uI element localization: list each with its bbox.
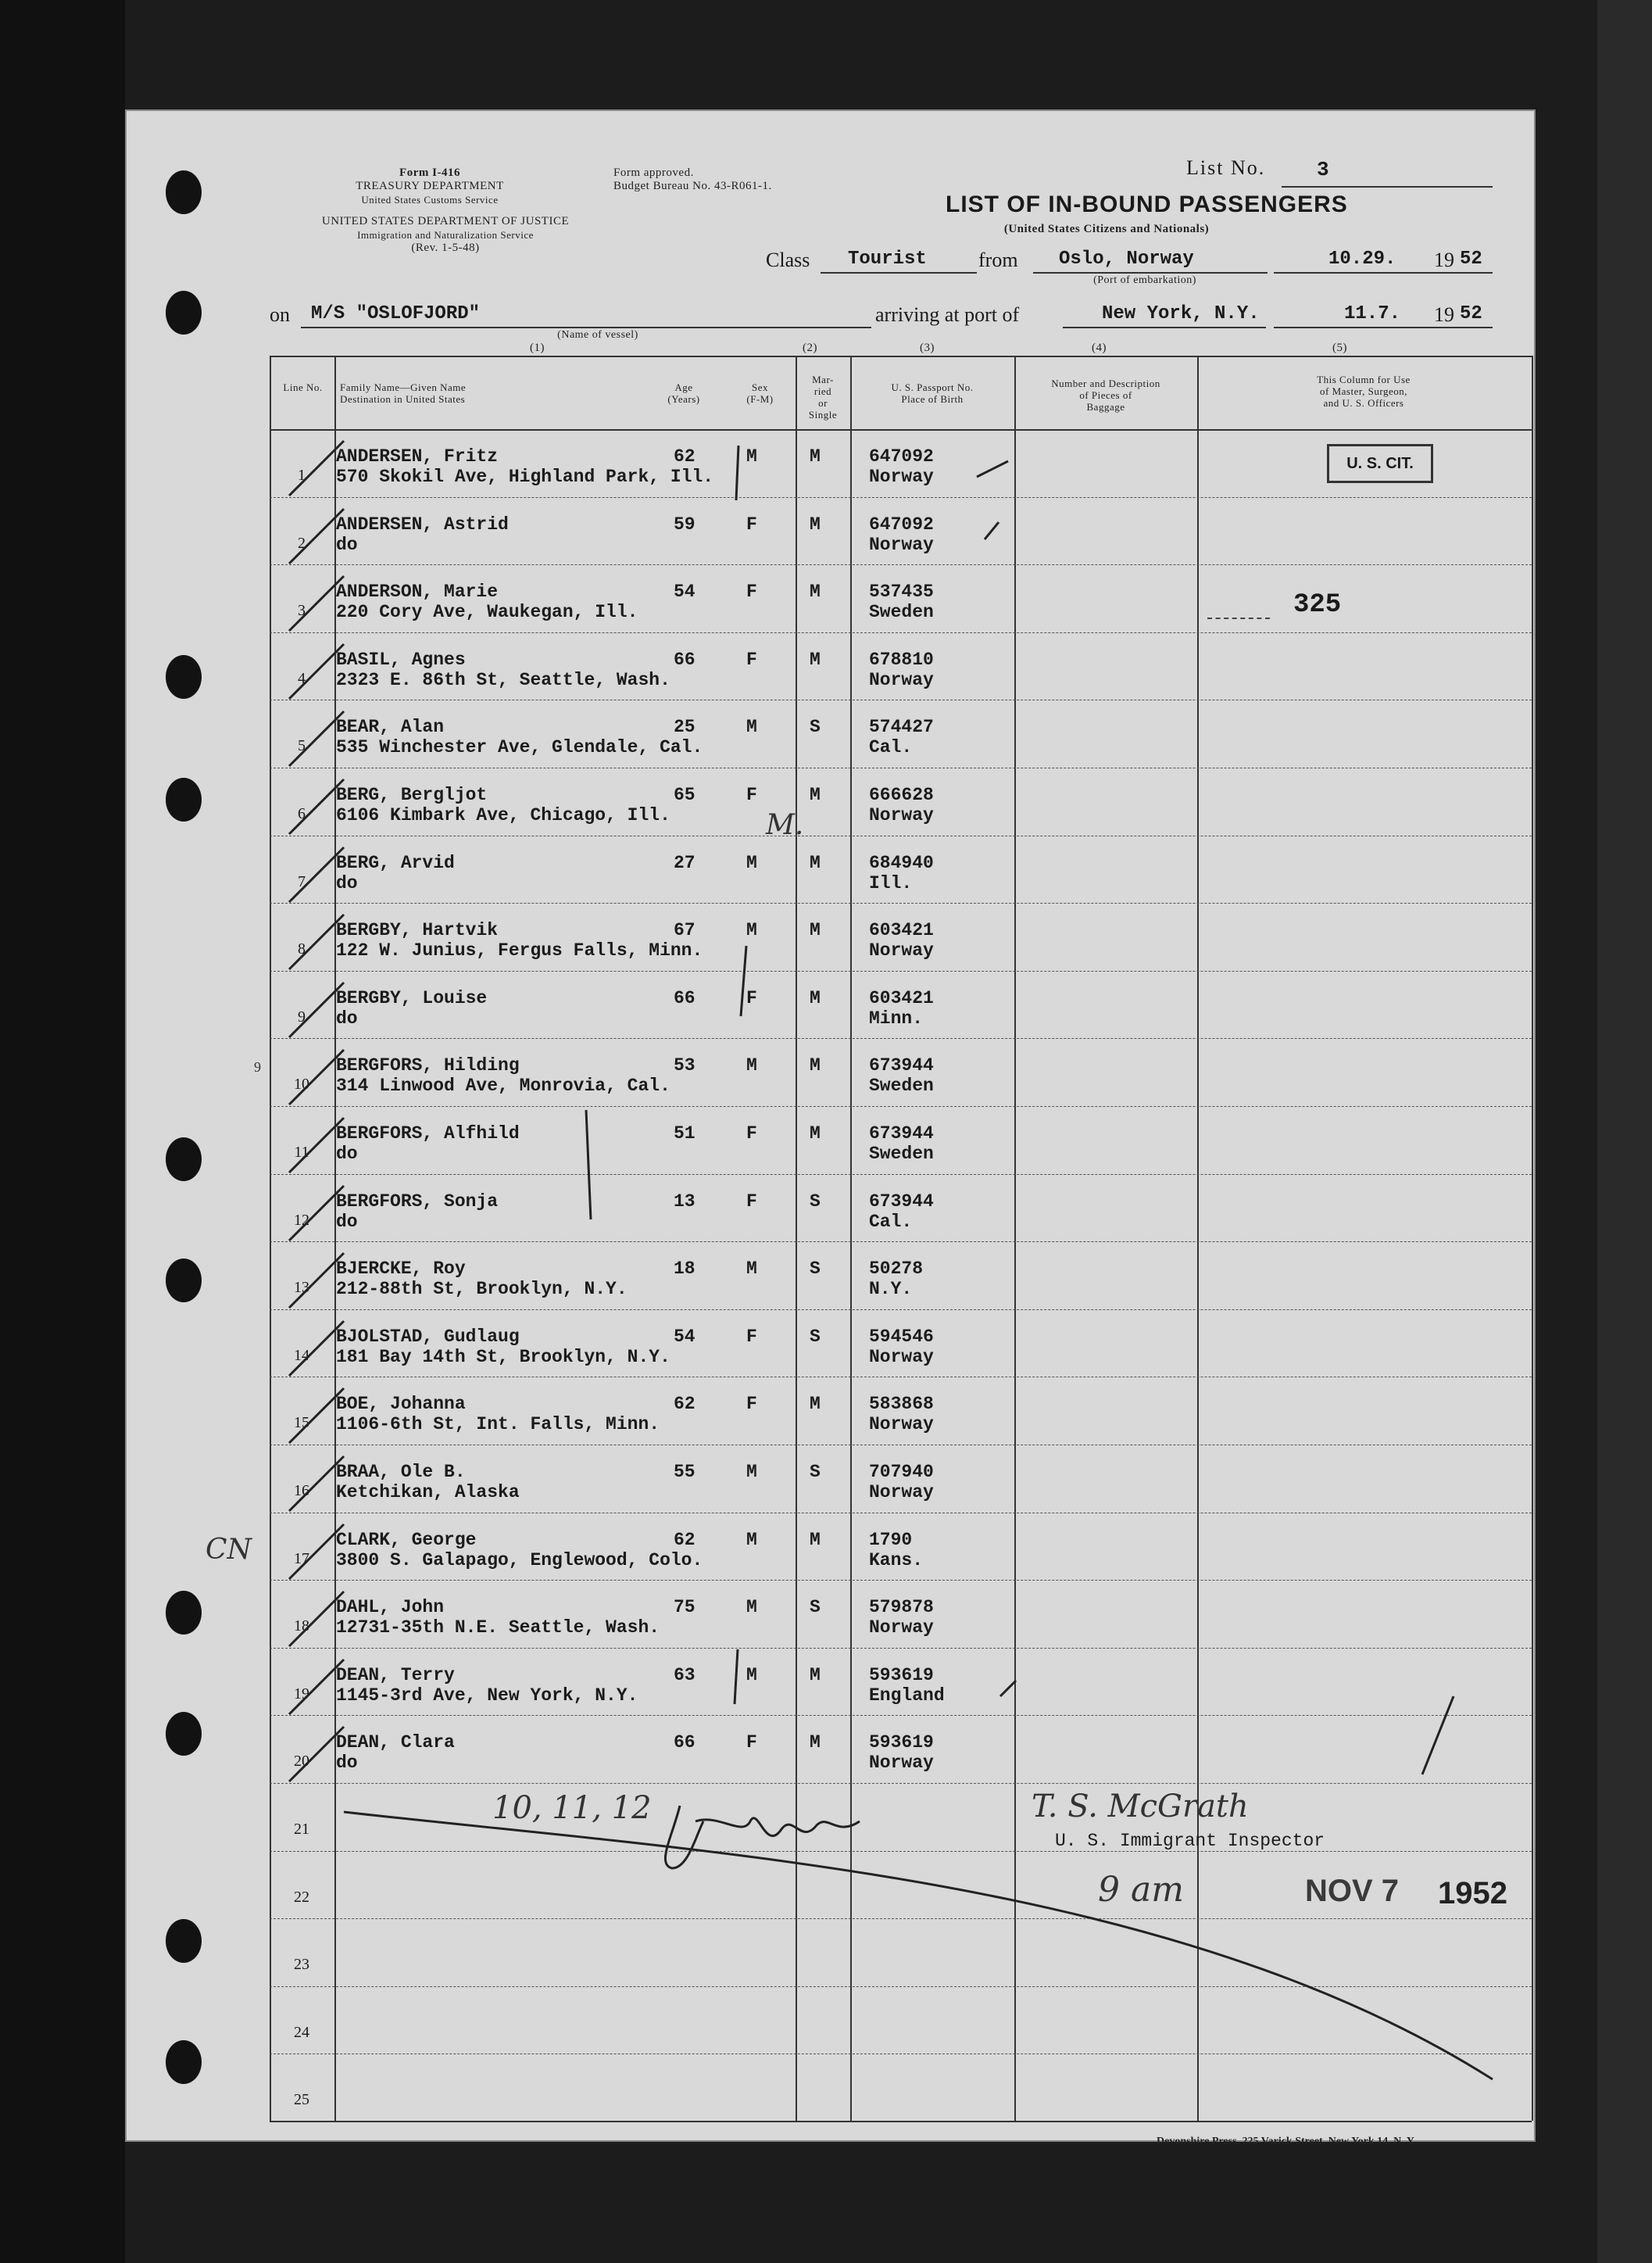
destination: 1145-3rd Ave, New York, N.Y.	[336, 1685, 638, 1706]
passenger-name: BERGBY, Hartvik	[336, 920, 499, 941]
marital-status: M	[810, 987, 821, 1008]
sex: M	[746, 1664, 757, 1685]
age: 66	[674, 1732, 695, 1753]
binder-hole	[166, 1259, 202, 1302]
on-label: on	[270, 303, 290, 326]
age: 27	[674, 852, 695, 873]
arrival-date: 11.7.	[1344, 303, 1401, 324]
binder-hole	[166, 1137, 202, 1181]
passenger-name: BERG, Arvid	[336, 852, 455, 873]
destination: do	[336, 872, 358, 893]
line-number: 23	[294, 1956, 309, 1974]
date-stamp-year: 1952	[1438, 1876, 1507, 1910]
page-subtitle: (United States Citizens and Nationals)	[1003, 223, 1210, 235]
place-of-birth: Sweden	[869, 1144, 934, 1164]
sex: F	[746, 649, 757, 670]
marital-status: M	[810, 852, 821, 873]
col-num-4: (4)	[1092, 342, 1107, 354]
us-cit-stamp: U. S. CIT.	[1327, 444, 1433, 483]
place-of-birth: Ill.	[869, 872, 913, 893]
passport-number: 707940	[869, 1462, 934, 1482]
destination: 220 Cory Ave, Waukegan, Ill.	[336, 602, 638, 623]
age: 65	[674, 785, 695, 805]
customs-service: United States Customs Service	[361, 194, 499, 206]
passenger-name: BJERCKE, Roy	[336, 1259, 466, 1280]
place-of-birth: Minn.	[869, 1008, 924, 1029]
arrival-year: 52	[1460, 303, 1482, 324]
age: 25	[674, 717, 695, 738]
row-separator	[270, 1783, 1532, 1784]
col-header-sex: Sex (F-M)	[746, 381, 774, 405]
marital-status: S	[810, 717, 821, 738]
line-number: 15	[294, 1414, 309, 1432]
check-mark	[281, 1520, 352, 1583]
passenger-name: BASIL, Agnes	[336, 649, 466, 670]
sex: M	[746, 1597, 757, 1618]
col-header-baggage: Number and Description of Pieces of Baggage	[1051, 378, 1160, 413]
treasury-dept: TREASURY DEPARTMENT	[356, 180, 504, 192]
row-separator	[270, 1648, 1532, 1649]
marital-status: M	[810, 1732, 821, 1753]
marital-status: S	[810, 1259, 821, 1280]
line-number: 4	[298, 669, 306, 687]
place-of-birth: Norway	[869, 1617, 934, 1638]
row-separator	[270, 1986, 1532, 1987]
col-header-passport: U. S. Passport No. Place of Birth	[891, 381, 974, 405]
handwritten-line-numbers: 10, 11, 12	[492, 1790, 652, 1826]
col-border	[270, 356, 271, 2121]
arrival-underline	[1063, 327, 1266, 328]
sex: M	[746, 717, 757, 738]
line-number: 21	[294, 1821, 309, 1838]
marital-status: M	[810, 1055, 821, 1076]
sex: M	[746, 852, 757, 873]
destination: 1106-6th St, Int. Falls, Minn.	[336, 1414, 660, 1435]
passenger-name: CLARK, George	[336, 1529, 477, 1550]
marital-status: M	[810, 1394, 821, 1415]
destination: do	[336, 534, 358, 555]
destination: do	[336, 1008, 358, 1029]
check-mark	[281, 1317, 352, 1380]
row-separator	[270, 1038, 1532, 1039]
sex: M	[746, 920, 757, 941]
passport-number: 579878	[869, 1597, 934, 1618]
marital-status: S	[810, 1462, 821, 1482]
passenger-name: BOE, Johanna	[336, 1394, 466, 1415]
passenger-name: ANDERSON, Marie	[336, 582, 499, 603]
sex: M	[746, 446, 757, 467]
check-mark	[281, 911, 352, 973]
passport-number: 673944	[869, 1123, 934, 1144]
check-mark	[281, 775, 352, 838]
arrival-date-underline	[1274, 327, 1493, 328]
binder-hole	[166, 1919, 202, 1963]
passport-number: 593619	[869, 1732, 934, 1753]
row-separator	[270, 1241, 1532, 1242]
binder-hole	[166, 655, 202, 699]
place-of-birth: Norway	[869, 1346, 934, 1367]
row-separator	[270, 1715, 1532, 1716]
destination: 12731-35th N.E. Seattle, Wash.	[336, 1617, 660, 1638]
sex: F	[746, 1394, 757, 1415]
line-number: 24	[294, 2023, 309, 2041]
destination: 181 Bay 14th St, Brooklyn, N.Y.	[336, 1346, 670, 1367]
row-separator	[270, 564, 1532, 565]
destination: do	[336, 1211, 358, 1232]
handwritten-m: M.	[766, 809, 804, 841]
place-of-birth: Norway	[869, 467, 934, 487]
row-separator	[270, 1106, 1532, 1107]
embark-caption: (Port of embarkation)	[1093, 274, 1196, 286]
sex: M	[746, 1259, 757, 1280]
passport-number: 1790	[869, 1529, 913, 1550]
marital-status: M	[810, 920, 821, 941]
place-of-birth: Norway	[869, 669, 934, 690]
justice-dept: UNITED STATES DEPARTMENT OF JUSTICE	[321, 215, 570, 227]
passport-number: 603421	[869, 920, 934, 941]
place-of-birth: Norway	[869, 940, 934, 961]
marital-status: M	[810, 446, 821, 467]
passenger-name: BERGBY, Louise	[336, 987, 488, 1008]
line-number: 18	[294, 1617, 309, 1635]
check-mark	[281, 437, 352, 500]
check-mark	[281, 572, 352, 635]
destination: Ketchikan, Alaska	[336, 1482, 520, 1502]
check-mark	[281, 1588, 352, 1650]
vessel-caption: (Name of vessel)	[557, 329, 638, 341]
passenger-name: ANDERSEN, Astrid	[336, 514, 509, 535]
passenger-name: ANDERSEN, Fritz	[336, 446, 499, 467]
from-label: from	[978, 249, 1018, 271]
place-of-birth: Cal.	[869, 737, 913, 758]
age: 18	[674, 1259, 695, 1280]
printer-footer: Devonshire Press, 225 Varick Street, New York 14, N. Y.	[1157, 2136, 1417, 2147]
table-top-border	[270, 356, 1532, 357]
inspector-title: U. S. Immigrant Inspector	[1055, 1831, 1325, 1851]
marital-status: M	[810, 1529, 821, 1550]
destination: 122 W. Junius, Fergus Falls, Minn.	[336, 940, 703, 961]
sex: M	[746, 1055, 757, 1076]
place-of-birth: Norway	[869, 1482, 934, 1502]
sex: F	[746, 1326, 757, 1347]
line-number: 11	[294, 1144, 309, 1161]
justice-block	[270, 215, 621, 255]
marital-status: S	[810, 1597, 821, 1618]
check-mark	[281, 1656, 352, 1718]
binder-hole	[166, 778, 202, 822]
passport-number: 537435	[869, 582, 934, 603]
embark-year: 52	[1460, 249, 1482, 270]
age: 66	[674, 649, 695, 670]
place-of-birth: Sweden	[869, 602, 934, 623]
sex: F	[746, 1123, 757, 1144]
sex: M	[746, 1462, 757, 1482]
passport-number: 593619	[869, 1664, 934, 1685]
approval-block	[613, 167, 793, 193]
line-number: 22	[294, 1888, 309, 1906]
age: 55	[674, 1462, 695, 1482]
table-header-border	[270, 429, 1532, 431]
margin-nine: 9	[254, 1059, 261, 1075]
sex: F	[746, 1732, 757, 1753]
row-separator	[270, 971, 1532, 972]
date-stamp: NOV 7	[1305, 1874, 1400, 1908]
sex: F	[746, 1191, 757, 1212]
revision: (Rev. 1-5-48)	[411, 242, 480, 254]
age: 62	[674, 446, 695, 467]
sex: M	[746, 1529, 757, 1550]
destination: 6106 Kimbark Ave, Chicago, Ill.	[336, 805, 670, 825]
scan-border-left	[0, 0, 125, 2263]
marital-status: S	[810, 1191, 821, 1212]
col-border	[1197, 356, 1199, 2121]
check-mark	[281, 1182, 352, 1244]
col-header-officers: This Column for Use of Master, Surgeon, and U. S. Officers	[1317, 374, 1411, 409]
year-prefix-2: 19	[1434, 303, 1454, 326]
age: 75	[674, 1597, 695, 1618]
form-id-block	[270, 167, 590, 206]
passenger-name: DEAN, Terry	[336, 1664, 455, 1685]
check-mark	[281, 1384, 352, 1447]
check-mark	[281, 707, 352, 770]
col-border	[1532, 356, 1533, 2121]
passport-number: 647092	[869, 514, 934, 535]
passport-number: 603421	[869, 987, 934, 1008]
age: 59	[674, 514, 695, 535]
passport-number: 673944	[869, 1191, 934, 1212]
passenger-name: BRAA, Ole B.	[336, 1462, 466, 1482]
passport-number: 678810	[869, 649, 934, 670]
passport-number: 647092	[869, 446, 934, 467]
class-value: Tourist	[848, 249, 927, 270]
year-prefix-1: 19	[1434, 249, 1454, 271]
row-separator	[270, 1918, 1532, 1919]
check-mark	[281, 1114, 352, 1176]
marital-status: M	[810, 514, 821, 535]
marital-status: M	[810, 785, 821, 805]
check-mark	[281, 640, 352, 703]
destination: 570 Skokil Ave, Highland Park, Ill.	[336, 467, 714, 487]
passport-number: 684940	[869, 852, 934, 873]
binder-hole	[166, 291, 202, 335]
passport-number: 583868	[869, 1394, 934, 1415]
passenger-name: DAHL, John	[336, 1597, 445, 1618]
count-dash	[1207, 618, 1270, 619]
passport-number: 666628	[869, 785, 934, 805]
sex: F	[746, 514, 757, 535]
age: 67	[674, 920, 695, 941]
row-separator	[270, 903, 1532, 904]
check-mark	[281, 1046, 352, 1108]
check-mark	[281, 1452, 352, 1515]
row-separator	[270, 1580, 1532, 1581]
age: 53	[674, 1055, 695, 1076]
place-of-birth: Norway	[869, 1753, 934, 1774]
port-of-arrival: New York, N.Y.	[1102, 303, 1260, 324]
arrival-time: 9 am	[1098, 1870, 1184, 1910]
binder-hole	[166, 2040, 202, 2084]
place-of-birth: Sweden	[869, 1076, 934, 1097]
row-separator	[270, 497, 1532, 498]
line-number: 14	[294, 1346, 309, 1364]
passport-number: 673944	[869, 1055, 934, 1076]
place-of-birth: Norway	[869, 1414, 934, 1435]
line-number: 6	[298, 805, 306, 822]
destination: 535 Winchester Ave, Glendale, Cal.	[336, 737, 703, 758]
destination: 212-88th St, Brooklyn, N.Y.	[336, 1279, 628, 1300]
line-number: 16	[294, 1482, 309, 1499]
passenger-name: BJOLSTAD, Gudlaug	[336, 1326, 520, 1347]
age: 62	[674, 1394, 695, 1415]
check-mark	[281, 979, 352, 1041]
marital-status: M	[810, 582, 821, 603]
col-border	[1014, 356, 1016, 2121]
row-separator	[270, 1309, 1532, 1310]
line-number: 1	[298, 467, 306, 484]
list-no-label: List No.	[1186, 156, 1266, 179]
row-separator	[270, 1174, 1532, 1175]
place-of-birth: Norway	[869, 534, 934, 555]
row-separator	[270, 632, 1532, 633]
col-header-age: Age (Years)	[667, 381, 700, 405]
passenger-name: DEAN, Clara	[336, 1732, 455, 1753]
line-number: 19	[294, 1685, 309, 1703]
sex: F	[746, 785, 757, 805]
age: 63	[674, 1664, 695, 1685]
form-approved: Form approved.	[613, 167, 694, 179]
age: 54	[674, 1326, 695, 1347]
place-of-birth: Cal.	[869, 1211, 913, 1232]
passenger-name: BERGFORS, Sonja	[336, 1191, 499, 1212]
ins-service: Immigration and Naturalization Service	[357, 229, 534, 241]
line-number: 3	[298, 602, 306, 620]
destination: 3800 S. Galapago, Englewood, Colo.	[336, 1549, 703, 1570]
line-number: 12	[294, 1211, 309, 1229]
handwritten-cn: CN	[206, 1534, 252, 1566]
col-header-line-no: Line No.	[283, 381, 323, 393]
passport-number: 50278	[869, 1259, 924, 1280]
destination: do	[336, 1753, 358, 1774]
col-num-2: (2)	[803, 342, 817, 354]
age: 62	[674, 1529, 695, 1550]
col-header-name: Family Name—Given Name Destination in United States	[340, 381, 467, 405]
line-number: 8	[298, 940, 306, 958]
age: 51	[674, 1123, 695, 1144]
row-separator	[270, 1851, 1532, 1852]
line-number: 25	[294, 2091, 309, 2109]
form-number: Form I-416	[399, 167, 460, 179]
line-number: 20	[294, 1753, 309, 1771]
inspector-signature: T. S. McGrath	[1032, 1789, 1249, 1824]
check-mark	[281, 843, 352, 906]
class-label: Class	[766, 249, 810, 271]
passenger-name: BERGFORS, Alfhild	[336, 1123, 520, 1144]
marital-status: M	[810, 1664, 821, 1685]
class-underline	[821, 272, 977, 274]
check-mark	[281, 1249, 352, 1312]
scan-border-right	[1597, 0, 1652, 2263]
marital-status: M	[810, 649, 821, 670]
marital-status: S	[810, 1326, 821, 1347]
destination: do	[336, 1144, 358, 1164]
col-num-3: (3)	[920, 342, 935, 354]
line-number: 2	[298, 534, 306, 552]
list-no-value: 3	[1317, 158, 1329, 181]
table-bottom-border	[270, 2121, 1532, 2122]
budget-bureau: Budget Bureau No. 43-R061-1.	[613, 180, 772, 192]
binder-hole	[166, 1591, 202, 1635]
passport-number: 594546	[869, 1326, 934, 1347]
passport-number: 574427	[869, 717, 934, 738]
line-number: 13	[294, 1279, 309, 1297]
age: 13	[674, 1191, 695, 1212]
col-num-1: (1)	[530, 342, 545, 354]
list-no-underline	[1282, 186, 1493, 188]
date-underline	[1274, 272, 1493, 274]
passenger-name: BERG, Bergljot	[336, 785, 488, 805]
line-number: 10	[294, 1076, 309, 1094]
sex: F	[746, 582, 757, 603]
count-325: 325	[1293, 590, 1342, 620]
page-title: LIST OF IN-BOUND PASSENGERS	[946, 192, 1348, 217]
line-number: 17	[294, 1549, 309, 1567]
destination: 2323 E. 86th St, Seattle, Wash.	[336, 669, 670, 690]
place-of-birth: Norway	[869, 805, 934, 825]
embark-date: 10.29.	[1328, 249, 1396, 270]
vessel-name: M/S "OSLOFJORD"	[311, 303, 481, 324]
arriving-label: arriving at port of	[875, 303, 1020, 326]
col-header-married: Mar- ried or Single	[808, 374, 838, 421]
binder-hole	[166, 170, 202, 214]
passenger-name: BERGFORS, Hilding	[336, 1055, 520, 1076]
age: 54	[674, 582, 695, 603]
port-of-embarkation: Oslo, Norway	[1059, 249, 1194, 270]
line-number: 7	[298, 872, 306, 890]
check-mark	[281, 1723, 352, 1785]
marital-status: M	[810, 1123, 821, 1144]
col-num-5: (5)	[1332, 342, 1347, 354]
passenger-name: BEAR, Alan	[336, 717, 445, 738]
line-number: 5	[298, 737, 306, 755]
officer-signature	[649, 1790, 875, 1876]
place-of-birth: N.Y.	[869, 1279, 913, 1300]
destination: 314 Linwood Ave, Monrovia, Cal.	[336, 1076, 670, 1097]
line-number: 9	[298, 1008, 306, 1026]
age: 66	[674, 987, 695, 1008]
sex: F	[746, 987, 757, 1008]
check-mark	[281, 505, 352, 568]
binder-hole	[166, 1712, 202, 1756]
place-of-birth: Kans.	[869, 1549, 924, 1570]
place-of-birth: England	[869, 1685, 945, 1706]
